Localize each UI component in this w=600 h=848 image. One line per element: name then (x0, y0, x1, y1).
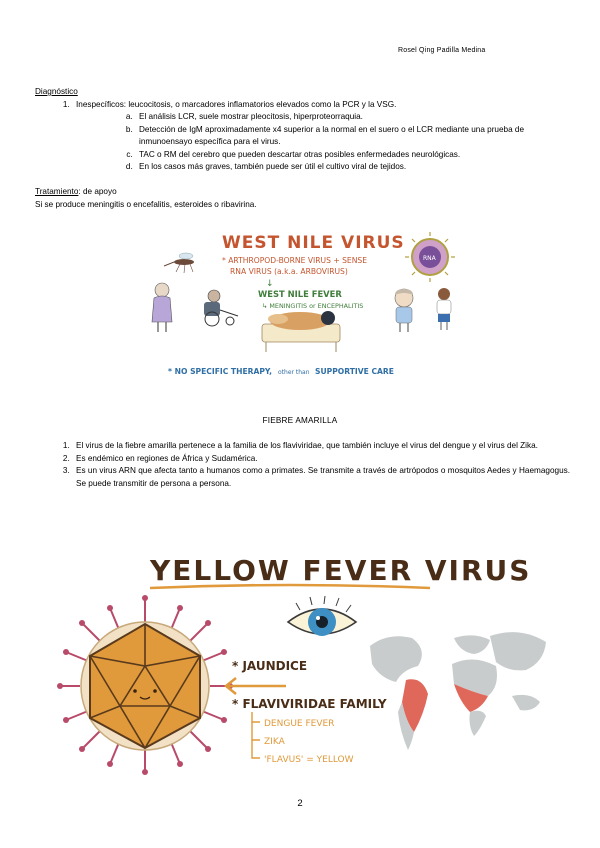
treatment-section (35, 186, 570, 211)
treatment-text: Si se produce meningitis o encefalitis, esteroides o ribavirina. (35, 199, 257, 209)
virion-label: RNA (423, 255, 436, 262)
diagnosis-subitem: c. TAC o RM del cerebro que pueden descartar otras posibles enfermedades neurológicas. (135, 149, 570, 162)
diagnosis-subitem: a. El análisis LCR, suele mostrar pleocitosis, hiperproteorraquia. (135, 111, 570, 124)
diagnosis-heading: Diagnóstico (35, 87, 78, 96)
wheelchair-person-figure (204, 290, 238, 326)
yfv-dengue: DENGUE FEVER (264, 719, 335, 729)
diagnosis-section (35, 86, 570, 174)
wnv-therapy-b: other than (278, 369, 310, 376)
diagnosis-sublist (76, 111, 570, 174)
wnv-fever: WEST NILE FEVER (258, 289, 342, 299)
yfv-family: * FLAVIVIRIDAE FAMILY (232, 697, 387, 711)
yfv-zika: ZIKA (264, 737, 285, 747)
mosquito-icon (164, 253, 194, 273)
west-nile-virus-illustration (150, 224, 460, 384)
girl-figure (437, 288, 451, 330)
flavivirus-capsid-icon (57, 595, 233, 775)
patient-in-bed-figure (262, 311, 340, 352)
yellow-fever-item: 1. El virus de la fiebre amarilla pertenece a la familia de los flaviviridae, que también incluye el virus del dengue y el virus del Zika. (72, 440, 570, 453)
yellow-fever-virus-illustration (50, 546, 550, 776)
boy-figure (395, 289, 413, 332)
treatment-heading-suffix: : de apoyo (78, 187, 117, 196)
treatment-heading-line (35, 186, 570, 199)
wnv-therapy-c: SUPPORTIVE CARE (315, 367, 394, 376)
yellow-fever-item: 2. Es endémico en regiones de África y Sudamérica. (72, 453, 570, 466)
wnv-title: WEST NILE VIRUS (222, 233, 405, 253)
yellow-fever-item: 3. Es un virus ARN que afecta tanto a humanos como a primates. Se transmite a través de artrópodos o mosquitos Aedes y Haemagogus. Se puede transmitir de persona a persona. (72, 465, 570, 490)
virus-particle-icon (405, 232, 455, 282)
diagnosis-item (72, 99, 570, 174)
treatment-heading: Tratamiento (35, 187, 79, 196)
wnv-arrow: ↓ (266, 279, 274, 289)
wnv-line-2: RNA VIRUS (a.k.a. ARBOVIRUS) (230, 267, 348, 276)
diagnosis-item-text: Inespecíficos: leucocitosis, o marcadores inflamatorios elevados como la PCR y la VSG. (76, 99, 397, 109)
eye-icon (288, 596, 356, 636)
page-number: 2 (297, 798, 303, 809)
yellow-fever-heading: FIEBRE AMARILLA (262, 416, 338, 425)
elderly-person-figure (152, 283, 172, 332)
yfv-title: YELLOW FEVER VIRUS (150, 554, 532, 587)
diagnosis-list (35, 99, 570, 174)
yellow-fever-list (35, 440, 570, 490)
wnv-line-1: * ARTHROPOD-BORNE VIRUS + SENSE (222, 256, 368, 265)
yfv-jaundice: * JAUNDICE (232, 659, 308, 673)
author-name: Rosel Qing Padilla Medina (398, 47, 486, 54)
diagnosis-subitem: b. Detección de IgM aproximadamente x4 superior a la normal en el suero o el LCR mediante una prueba de inmunoensayo específica para el virus. (135, 124, 570, 149)
diagnosis-subitem: d. En los casos más graves, también puede ser útil el cultivo viral de tejidos. (135, 161, 570, 174)
wnv-therapy-a: * NO SPECIFIC THERAPY, (168, 367, 273, 376)
yellow-fever-section (35, 440, 570, 490)
world-map-endemic-regions (370, 632, 546, 750)
yfv-flavus: 'FLAVUS' = YELLOW (264, 755, 354, 765)
wnv-complication: ↳ MENINGITIS or ENCEPHALITIS (262, 302, 364, 310)
